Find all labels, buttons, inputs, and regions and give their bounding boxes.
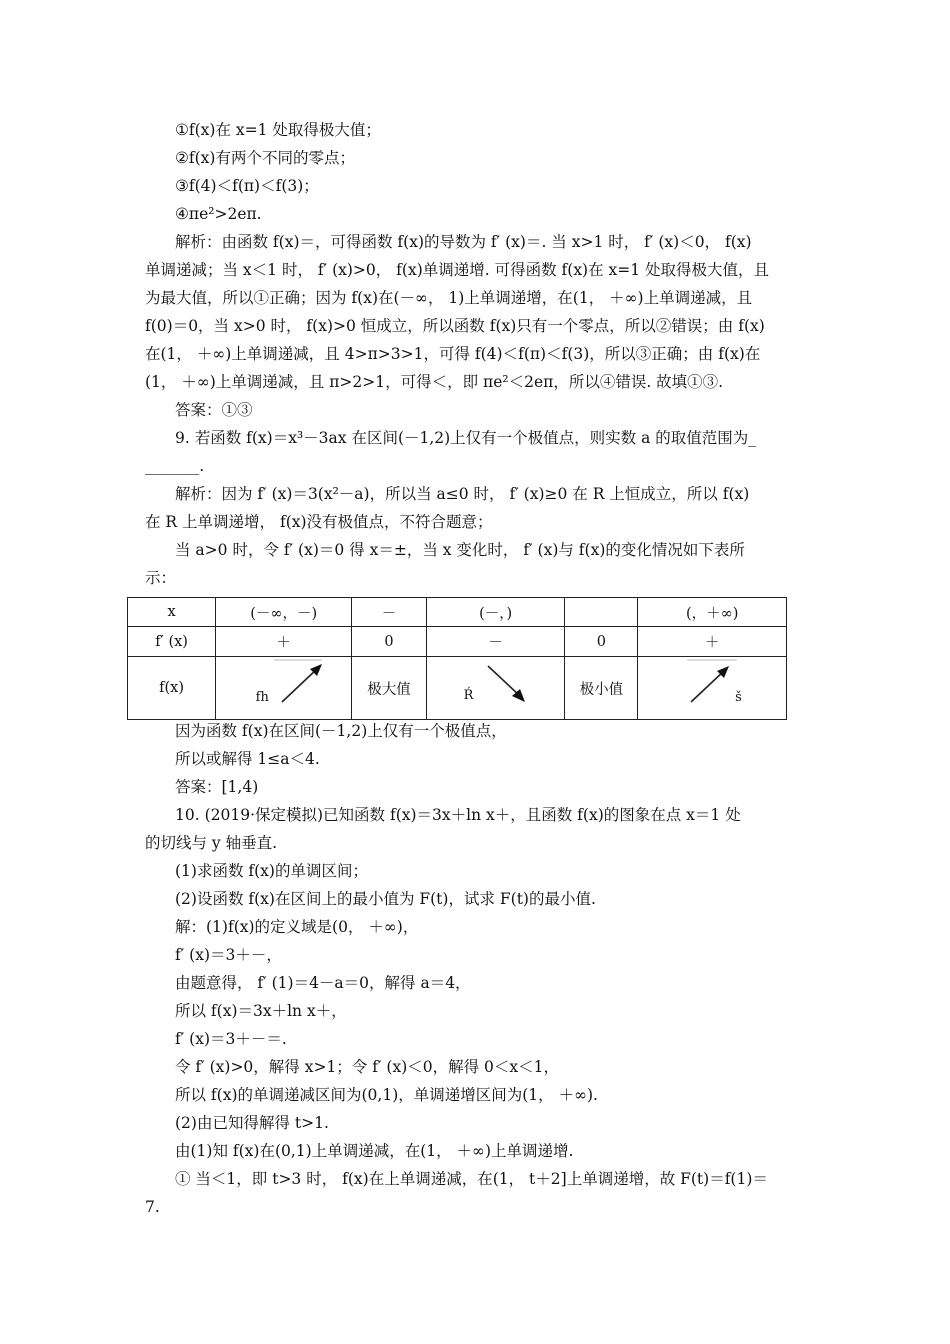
table-cell: (－∞，－) xyxy=(216,598,352,627)
analysis-line: 在 R 上单调递增， f(x)没有极值点，不符合题意； xyxy=(145,513,493,531)
answer-line: 答案：[1,4) xyxy=(175,778,259,796)
table-cell xyxy=(565,598,638,627)
analysis-line: 因为函数 f(x)在区间(－1,2)上仅有一个极值点， xyxy=(175,722,507,740)
solution-line: (2)由已知得解得 t>1. xyxy=(175,1114,329,1132)
table-row xyxy=(128,657,787,720)
solution-line: f′ (x)＝3＋－＝. xyxy=(175,1030,287,1048)
arrow-tag: š xyxy=(735,690,742,705)
table-cell: － xyxy=(426,627,565,657)
analysis-line: 单调递减；当 x＜1 时， f′ (x)>0， f(x)单调递增. 可得函数 f(x)在 x=1 处取得极大值，且 xyxy=(145,261,770,279)
analysis-line: 解析：因为 f′ (x)＝3(x²－a)，所以当 a≤0 时， f′ (x)≥0 在 R 上恒成立，所以 f(x) xyxy=(175,485,750,503)
question-10: 10. (2019·保定模拟)已知函数 f(x)＝3x＋ln x＋，且函数 f(x)的图象在点 x＝1 处 xyxy=(175,806,741,824)
solution-line: 由题意得， f′ (1)＝4－a＝0，解得 a＝4， xyxy=(175,974,471,992)
sub-question: (2)设函数 f(x)在区间上的最小值为 F(t)，试求 F(t)的最小值. xyxy=(175,890,596,908)
analysis-line: 为最大值，所以①正确；因为 f(x)在(－∞， 1)上单调递增，在(1， ＋∞)上单调递减，且 xyxy=(145,289,753,307)
question-10: 的切线与 y 轴垂直. xyxy=(145,834,278,852)
option-3: ③f(4)＜f(π)＜f(3)； xyxy=(175,177,319,195)
analysis-line: 所以或解得 1≤a＜4. xyxy=(175,750,320,768)
option-2: ②f(x)有两个不同的零点； xyxy=(175,149,355,167)
solution-line: 解：(1)f(x)的定义域是(0， ＋∞)， xyxy=(175,918,419,936)
analysis-line: 在(1， ＋∞)上单调递减，且 4>π>3>1，可得 f(4)＜f(π)＜f(3)，所以③正确；由 f(x)在 xyxy=(145,345,761,363)
table-cell: 0 xyxy=(352,627,427,657)
solution-line: 令 f′ (x)>0，解得 x>1；令 f′ (x)＜0，解得 0＜x＜1， xyxy=(175,1058,560,1076)
table-cell: ＋ xyxy=(216,627,352,657)
table-cell: ＋ xyxy=(638,627,787,657)
option-1: ①f(x)在 x=1 处取得极大值； xyxy=(175,121,381,139)
analysis-line: 解析：由函数 f(x)＝，可得函数 f(x)的导数为 f′ (x)＝. 当 x>1 时， f′ (x)＜0， f(x) xyxy=(175,233,752,251)
table-cell: (－，) xyxy=(426,598,565,627)
increasing-arrow-icon xyxy=(234,658,334,714)
analysis-line: 示： xyxy=(145,569,177,587)
question-9: 9. 若函数 f(x)＝x³－3ax 在区间(－1,2)上仅有一个极值点，则实数 a 的取值范围为_ xyxy=(175,429,757,447)
analysis-line: f(0)＝0，当 x>0 时， f(x)>0 恒成立，所以函数 f(x)只有一个零点，所以②错误；由 f(x) xyxy=(145,317,765,335)
table-row xyxy=(128,598,787,627)
solution-line: 7. xyxy=(145,1198,160,1216)
table-cell xyxy=(216,657,352,720)
table-cell: － xyxy=(352,598,427,627)
solution-line: f′ (x)＝3＋－， xyxy=(175,946,282,964)
analysis-line: (1， ＋∞)上单调递减，且 π>2>1，可得＜，即 πe²＜2eπ，所以④错误. 故填①③. xyxy=(145,373,724,391)
arrow-tag: Ŕ xyxy=(463,688,474,703)
solution-line: 所以 f(x)＝3x＋ln x＋， xyxy=(175,1002,347,1020)
answer-line: 答案：①③ xyxy=(175,401,253,419)
solution-line: 所以 f(x)的单调递减区间为(0,1)，单调递增区间为(1， ＋∞). xyxy=(175,1086,598,1104)
table-row xyxy=(128,627,787,657)
table-cell: x xyxy=(128,598,216,627)
question-9-blank: _______. xyxy=(145,457,205,475)
arrow-tag: fh xyxy=(255,690,269,705)
table-cell: 极大值 xyxy=(352,657,427,720)
sub-question: (1)求函数 f(x)的单调区间； xyxy=(175,862,368,880)
option-4: ④πe²>2eπ. xyxy=(175,205,262,223)
table-cell: 0 xyxy=(565,627,638,657)
solution-line: ① 当＜1，即 t>3 时， f(x)在上单调递减，在(1， t＋2]上单调递增，故 F(t)＝f(1)＝ xyxy=(175,1170,768,1188)
table-cell xyxy=(638,657,787,720)
increasing-arrow-icon xyxy=(657,658,767,714)
solution-line: 由(1)知 f(x)在(0,1)上单调递减，在(1， ＋∞)上单调递增. xyxy=(175,1142,574,1160)
decreasing-arrow-icon xyxy=(446,658,546,714)
table-cell xyxy=(426,657,565,720)
variation-table xyxy=(127,597,787,720)
table-cell: f′ (x) xyxy=(128,627,216,657)
table-cell: (，＋∞) xyxy=(638,598,787,627)
table-cell: f(x) xyxy=(128,657,216,720)
table-cell: 极小值 xyxy=(565,657,638,720)
analysis-line: 当 a>0 时，令 f′ (x)＝0 得 x＝±，当 x 变化时， f′ (x)与 f(x)的变化情况如下表所 xyxy=(175,541,745,559)
